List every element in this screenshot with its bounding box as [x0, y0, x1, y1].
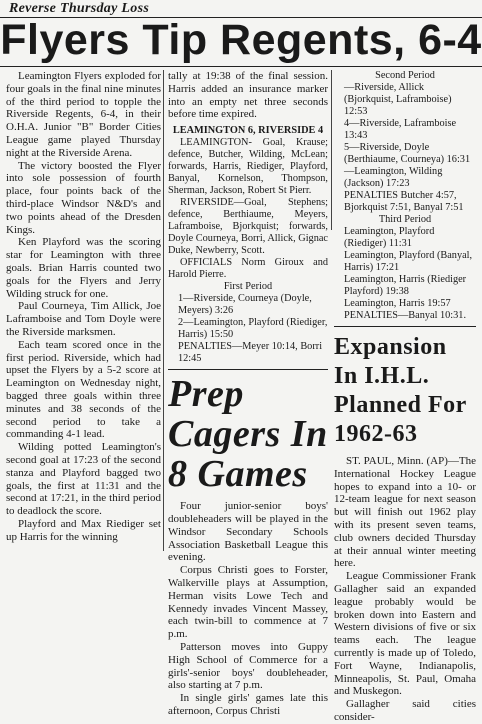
third-period-label: Third Period — [378, 214, 432, 225]
scoring-line: Leamington, Playford (Riediger) 11:31 — [344, 226, 435, 249]
expansion-paragraph: Gallagher said cities consider- — [334, 698, 476, 723]
scoring-line: Leamington, Harris (Riediger Playford) 19:38 — [344, 274, 467, 297]
story-paragraph: Each team scored once in the first period. Riverside, which had upset the Flyers by a 5-2 score at Leamington on Wednesday night, bagged three goals within three minutes and 38 seconds of the second period to take a commanding 4-1 lead. — [6, 338, 161, 441]
leamington-lineup: LEAMINGTON- Goal, Krause; defence, Butcher, Wilding, McLean; forwards, Harris, Riediger, Playford, Banyal, Kornelson, Thompson, Sherman, Jackson, Robert St Pierr. — [168, 137, 328, 197]
story-paragraph: Leamington Flyers exploded for four goals in the final nine minutes of the third period to topple the Riverside Regents, 6-4, in their O.H.A. Junior "B" Border Cities League game played Thursday night at the Riverside Arena. — [6, 70, 161, 159]
prep-paragraph: In single girls' games late this afternoon, Corpus Christi — [168, 692, 328, 717]
story-paragraph: Playford and Max Riediger set up Harris for the winning — [6, 517, 161, 543]
expansion-paragraph: League Commissioner Frank Gallagher said an expanded league probably would be broken down into Eastern and Western divisions of five or six teams each. The league currently is made up of Toledo, Fort Wayne, Indianapolis, Minneapolis, St. Paul, Omaha and Muskegon. — [334, 570, 476, 698]
story-paragraph: The victory boosted the Flyer into sole possession of fourth place, four points back of the third-place Windsor N&D's and two points ahead of the Dresden Kings. — [6, 159, 161, 236]
scoring-line: —Leamington, Wilding (Jackson) 17:23 — [344, 166, 443, 189]
column-rule-1 — [163, 70, 164, 551]
prep-headline: Prep Cagers In 8 Games — [168, 373, 328, 496]
story-column-1 — [6, 70, 161, 543]
scoring-line: 2—Leamington, Playford (Riediger, Harris) 15:50 — [178, 317, 328, 341]
prep-paragraph: Corpus Christi goes to Forster, Walkerville plays at Assumption, Herman visits Lowe Tech and Kennedy invades Vincent Massey, each twin-bill to commence at 7 p.m. — [168, 564, 328, 641]
second-period-label: Second Period — [375, 70, 435, 81]
column-rule-2 — [331, 70, 332, 230]
scoring-line: Leamington, Harris 19:57 — [344, 298, 451, 309]
riverside-lineup: RIVERSIDE—Goal, Stephens; defence, Berthiaume, Meyers, Laframboise, Bjorkquist; forwards, Doyle Courneya, Borri, Allick, Gignac Duke, Newberry, Scott. — [168, 197, 328, 257]
scoring-line: 5—Riverside, Doyle (Berthiaume, Courneya) 16:31 — [344, 142, 471, 165]
expansion-paragraph: ST. PAUL, Minn. (AP)—The International Hockey League hopes to expand into a 10- or 12-team league for next season but will finish out 1962 play with its present seven teams, club owners decided Thursday at their annual winter meeting here. — [334, 455, 476, 570]
kicker: Reverse Thursday Loss — [9, 1, 150, 16]
story-column-3 — [334, 70, 476, 724]
story-column-2 — [168, 70, 328, 718]
expansion-rule — [334, 326, 476, 327]
box-score-title: LEAMINGTON 6, RIVERSIDE 4 — [172, 125, 324, 137]
penalty-line: PENALTIES—Banyal 10:31. — [344, 310, 467, 321]
scoring-line: 4—Riverside, Laframboise 13:43 — [344, 118, 457, 141]
headline: Flyers Tip Regents, 6-4 — [0, 16, 482, 64]
penalty-line: PENALTIES Butcher 4:57, Bjorkquist 7:51, Banyal 7:51 — [344, 190, 464, 213]
penalty-line: PENALTIES—Meyer 10:14, Borri 12:45 — [178, 341, 323, 365]
scoring-line: 1—Riverside, Courneya (Doyle, Meyers) 3:26 — [178, 293, 312, 317]
scoring-line: Leamington, Playford (Banyal, Harris) 17:21 — [344, 250, 473, 273]
headline-rule — [0, 66, 482, 67]
story-paragraph: Paul Courneya, Tim Allick, Joe Laframboise and Tom Doyle were the Riverside marksmen. — [6, 300, 161, 338]
box-score — [168, 125, 328, 365]
scoring-line: —Riverside, Allick (Bjorkquist, Laframboise) 12:53 — [344, 82, 452, 117]
story-continuation: tally at 19:38 of the final session. Harris added an insurance marker into an empty net three seconds before time expired. — [168, 70, 328, 121]
box-score-continued — [334, 70, 476, 322]
prep-paragraph: Four junior-senior boys' doubleheaders will be played in the Windsor Secondary Schools Association Basketball League this evening. — [168, 500, 328, 564]
prep-paragraph: Patterson moves into Guppy High School of Commerce for a girls'-senior boys' doubleheader, also starting at 7 p.m. — [168, 640, 328, 692]
first-period-label: First Period — [223, 281, 273, 293]
story-paragraph: Ken Playford was the scoring star for Leamington with three goals. Brian Harris counted two goals for the Flyers and Jerry Wilding struck for one. — [6, 236, 161, 300]
expansion-headline: Expansion In I.H.L. Planned For 1962-63 — [334, 334, 467, 447]
prep-rule — [168, 369, 328, 370]
officials: OFFICIALS Norm Giroux and Harold Pierre. — [168, 257, 328, 281]
story-paragraph: Wilding potted Leamington's second goal at 17:23 of the second stanza and Playford bagged two goals, the first at 11:31 and the second at 17:21, in the third period to deadlock the score. — [6, 441, 161, 518]
